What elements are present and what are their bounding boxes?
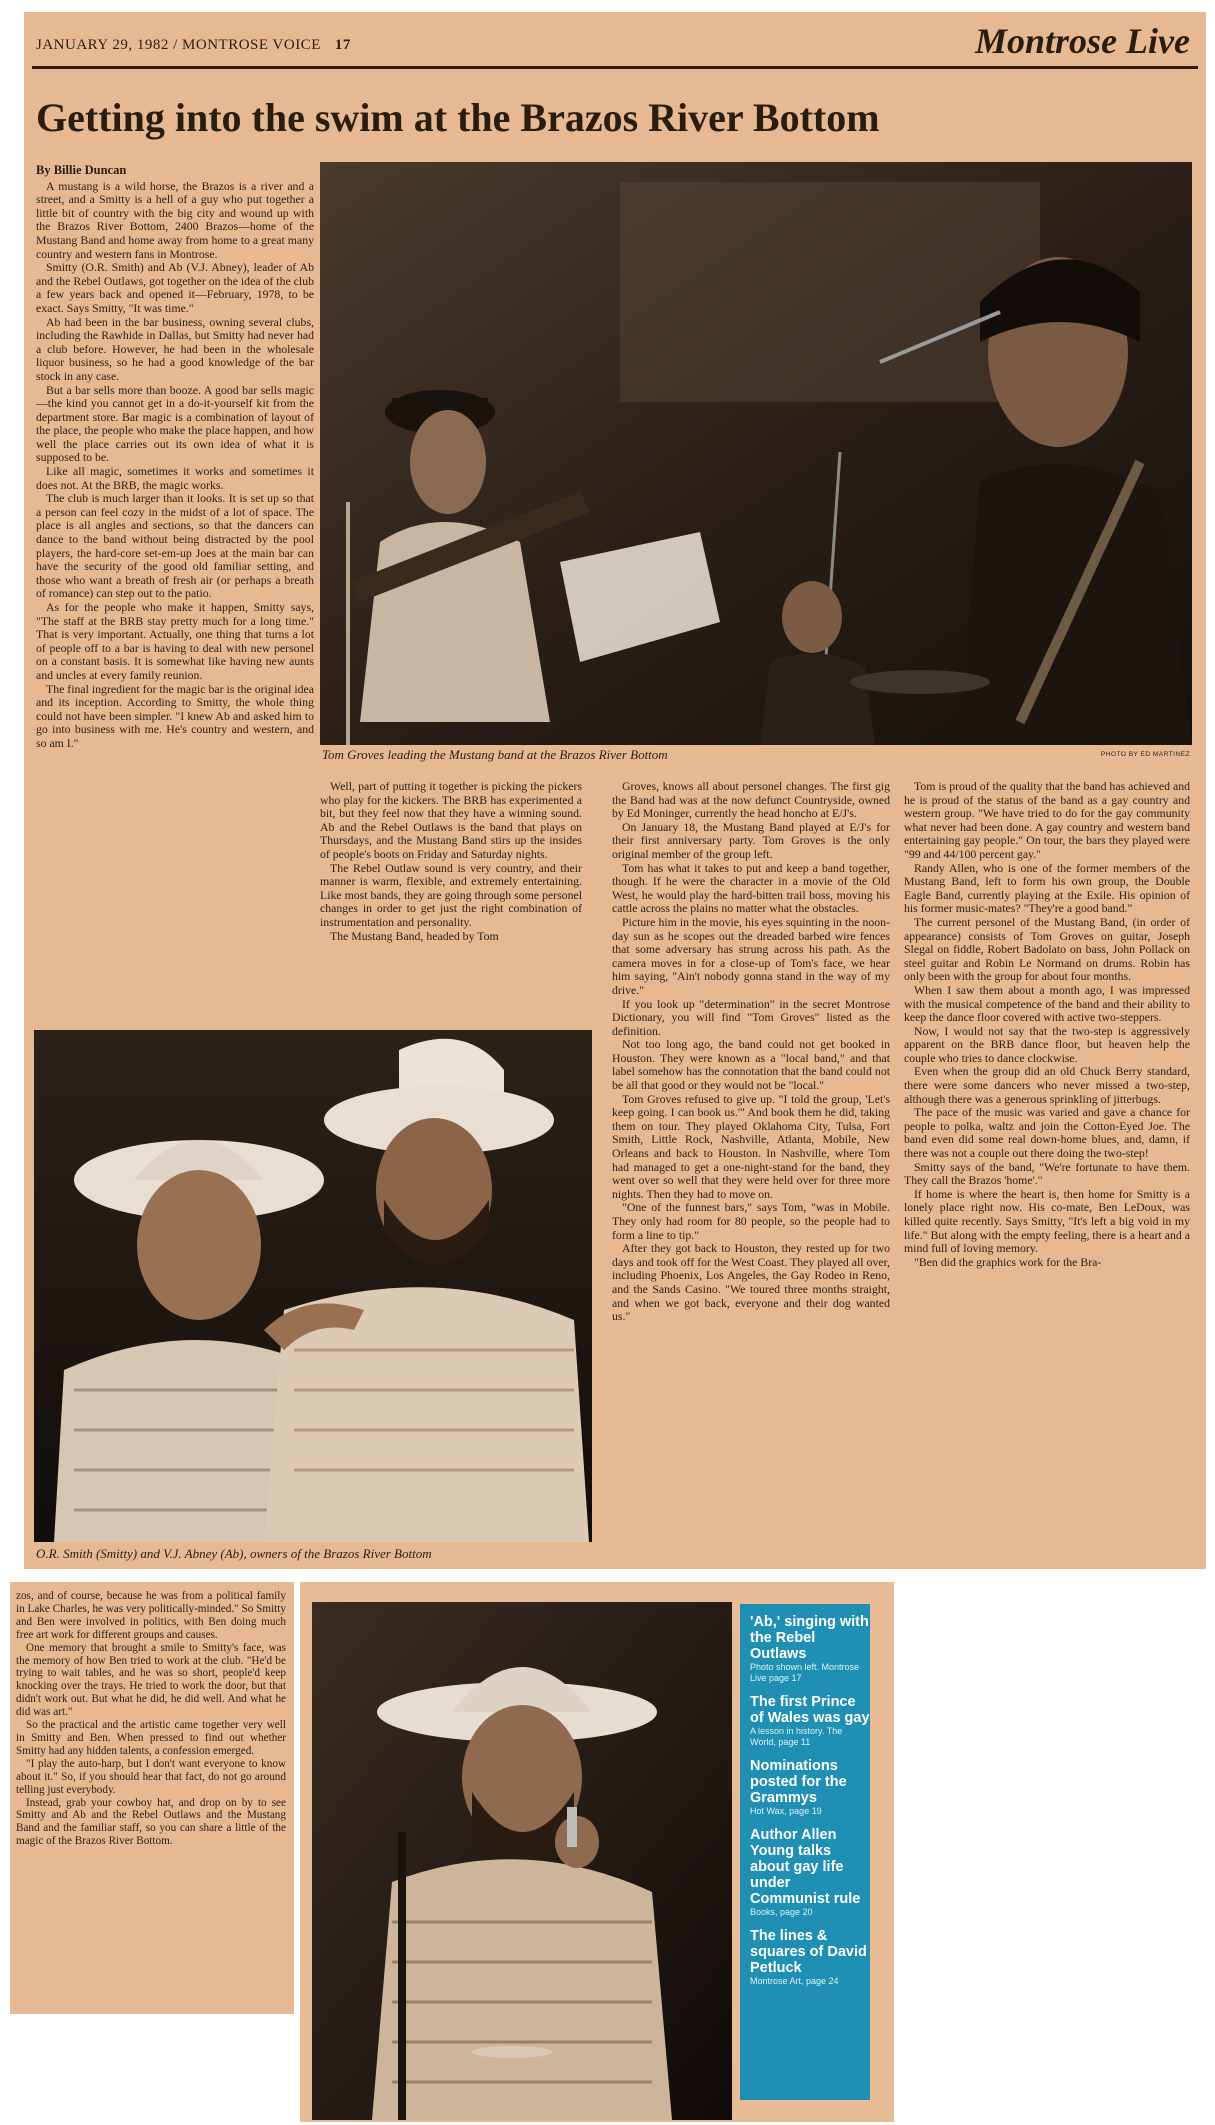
- article-clipping: [24, 12, 1206, 1569]
- dateline: JANUARY 29, 1982 / MONTROSE VOICE: [36, 37, 321, 53]
- paragraph: The final ingredient for the magic bar is the original idea and its inception. According to Smitty, the whole thing could not have been simpler. "I knew Ab and asked him to go into business with me. He's country and western, and so am I.": [36, 681, 314, 750]
- paragraph: Not too long ago, the band could not get booked in Houston. They were known as a "local band," and that label somehow has the connotation that the band could not be all that good or they would not be "local.": [612, 1037, 890, 1093]
- paragraph: Groves, knows all about personel changes. The first gig the Band had was at the now defunct Countryside, owned by Ed Moninger, currently the head honcho at E/J's.: [612, 780, 890, 821]
- paragraph: Instead, grab your cowboy hat, and drop on by to see Smitty and Ab and the Rebel Outlaws and the Mustang Band and the familiar staff, so you can share a little of the magic of the Brazos River Bottom.: [16, 1796, 286, 1848]
- paragraph: One memory that brought a smile to Smitty's face, was the memory of how Ben tried to work at the club. "He'd be trying to wait tables, and he was so short, people'd keep knocking over the trays. He tried to work the door, but that didn't work out. But what he did, he did well. And what he did was art.": [16, 1641, 286, 1719]
- paragraph: Ab had been in the bar business, owning several clubs, including the Rawhide in Dallas, but Smitty had never had a club before. However, he had been in the wholesale liquor business, so he had a good knowledge of the bar stock in any case.: [36, 314, 314, 383]
- teaser-title: Author Allen Young talks about gay life under Communist rule: [750, 1827, 861, 1907]
- teaser-reference: Books, page 20: [750, 1907, 813, 1917]
- paragraph: "Ben did the graphics work for the Bra-: [914, 1254, 1102, 1269]
- paragraph: The club is much larger than it looks. It is set up so that a person can feel cozy in the midst of a lot of space. The place is all angles and sections, so that the dancers can dance to the band without being distracted by the pool players, the hard-core set-em-up Joes at the main bar can have the security of the good old familiar setting, and those who want a breath of fresh air (or perhaps a breath of romance) can step out to the patio.: [36, 491, 314, 601]
- cover-clipping: [300, 1582, 894, 2122]
- paragraph: On January 18, the Mustang Band played at E/J's for their first anniversary party. Tom Groves is the only original member of the group left.: [612, 819, 890, 861]
- page-number: 17: [334, 37, 351, 53]
- paragraph: "I play the auto-harp, but I don't want everyone to know about it." So, if you should hear that fact, do not go around telling just everybody.: [16, 1757, 286, 1796]
- paragraph: Smitty says of the band, "We're fortunate to have them. They call the Brazos 'home'.": [904, 1159, 1190, 1188]
- paragraph: zos, and of course, because he was from a political family in Lake Charles, he was very politically-minded." So Smitty and Ben were involved in politics, with Ben doing much free art work for different groups and causes.: [16, 1590, 286, 1641]
- teaser-title: Nominations posted for the Grammys: [750, 1758, 847, 1806]
- section-title: Montrose Live: [975, 21, 1190, 61]
- teaser-title: 'Ab,' singing with the Rebel Outlaws: [750, 1614, 869, 1662]
- headline: Getting into the swim at the Brazos River Bottom: [36, 95, 880, 140]
- article-column-2: [320, 780, 582, 990]
- owners-photo-caption: O.R. Smith (Smitty) and V.J. Abney (Ab), owners of the Brazos River Bottom: [36, 1546, 432, 1561]
- owners-photo-figure: [34, 1030, 592, 1565]
- owners-photo-image: [34, 1030, 592, 1542]
- masthead-folio: [36, 37, 351, 54]
- paragraph: The Mustang Band, headed by Tom: [330, 928, 499, 943]
- band-photo-caption: Tom Groves leading the Mustang band at the Brazos River Bottom: [322, 747, 668, 762]
- ab-singing-photo: [312, 1602, 732, 2120]
- teaser-reference: A lesson in history. The World, page 11: [750, 1726, 843, 1747]
- teaser-item[interactable]: [750, 1694, 870, 1748]
- paragraph: As for the people who make it happen, Smitty says, "The staff at the BRB stay pretty much for a long time." That is very important. Actually, one thing that turns a lot of people off to a bar is having to deal with new personel on a constant basis. It is somewhat like having new aunts and uncles at every family reunion.: [36, 600, 314, 682]
- paragraph: The current personel of the Mustang Band, (in order of appearance) consists of Tom Groves on guitar, Joseph Slegal on fiddle, Robert Badolato on bass, John Pollack on steel guitar and Robin Le Normand on drums. Robin has only been with the group for about four months.: [904, 914, 1190, 984]
- owners-photo: [34, 1030, 592, 1542]
- paragraph: So the practical and the artistic came together very well in Smitty and Ben. When pressed to find out whether Smitty had any hidden talents, a confession emerged.: [16, 1719, 286, 1757]
- teaser-reference: Photo shown left. Montrose Live page 17: [750, 1662, 860, 1683]
- teaser-title: The lines & squares of David Petluck: [750, 1928, 867, 1976]
- teaser-reference: Montrose Art, page 24: [750, 1976, 839, 1986]
- article-column-3: [612, 780, 890, 1562]
- paragraph: Picture him in the movie, his eyes squinting in the noon-day sun as he scopes out the dreaded barbed wire fences that some adversary has strung across his path. As the camera moves in for a close-up of Tom's face, we hear him saying, "Ain't nobody gonna stand in the way of my drive.": [612, 914, 890, 997]
- byline: By Billie Duncan: [36, 164, 127, 177]
- band-photo-image: [320, 162, 1192, 745]
- paragraph: Smitty (O.R. Smith) and Ab (V.J. Abney), leader of Ab and the Rebel Outlaws, got together on the idea of the club a few years back and opened it—February, 1978, to be exact. Says Smitty, "It was time.": [36, 260, 314, 315]
- teaser-item[interactable]: [750, 1827, 870, 1918]
- photo-credit: PHOTO BY ED MARTINEZ: [1100, 751, 1190, 758]
- paragraph: Randy Allen, who is one of the former members of the Mustang Band, left to form his own group, the Double Eagle Band, currently playing at the Exile. His opinion of his former music-mates? "They're a good band.": [904, 860, 1190, 916]
- band-photo: [320, 162, 1192, 745]
- band-photo-figure: [320, 162, 1192, 762]
- paragraph: When I saw them about a month ago, I was impressed with the musical competence of the band and their ability to keep the dance floor covered with active two-steppers.: [904, 982, 1190, 1025]
- paragraph: "One of the funnest bars," says Tom, "was in Mobile. They only had room for 80 people, so the people had to form a line to tip.": [612, 1200, 890, 1242]
- masthead-rule: [32, 66, 1198, 69]
- article-column-4: [904, 780, 1190, 1562]
- paragraph: If home is where the heart is, then home for Smitty is a lonely place right now. His co-mate, Ben LeDoux, was killed quite recently. Says Smitty, "It's left a big void in my life." But along with the empty feeling, there is a heart and a mind full of loving memory.: [904, 1186, 1190, 1256]
- teaser-item[interactable]: [750, 1928, 870, 1987]
- paragraph: But a bar sells more than booze. A good bar sells magic—the kind you cannot get in a do-it-yourself kit from the department store. Bar magic is a combination of layout of the place, the people who make the place happen, and how well the place carries out its own idea of what it is supposed to be.: [36, 382, 314, 465]
- paragraph: The Rebel Outlaw sound is very country, and their manner is warm, flexible, and extremely entertaining. Like most bands, they are going through some personel changes in order to get just the right combination of instrumentation and personality.: [320, 860, 582, 929]
- article-column-1: [36, 164, 314, 820]
- paragraph: If you look up "determination" in the secret Montrose Dictionary, you will find "Tom Groves" listed as the definition.: [612, 996, 890, 1038]
- paragraph: Well, part of putting it together is picking the pickers who play for the kickers. The BRB has experimented a bit, but they feel now that they have a winning sound. Ab and the Rebel Outlaws is the band that plays on Thursdays, and the Mustang Band stirs up the insides of people's boots on Friday and Saturday nights.: [320, 780, 582, 861]
- paragraph: Tom Groves refused to give up. "I told the group, 'Let's keep going. I can book us.'" And book them he did, taking them on tour. They played Oklahoma City, Tulsa, Fort Smith, Little Rock, Nashville, Atlanta, Mobile, New Orleans and back to Houston. In Nashville, where Tom had managed to get a one-night-stand for the band, they went over so well that they were held over for three more nights. Then they had to move on.: [612, 1091, 890, 1201]
- paragraph: Now, I would not say that the two-step is aggressively apparent on the BRB dance floor, but heaven help the couple who tries to dance clockwise.: [904, 1023, 1190, 1065]
- teaser-item[interactable]: [750, 1614, 870, 1684]
- teaser-title: The first Prince of Wales was gay: [750, 1694, 870, 1726]
- article-continuation: [16, 1590, 286, 2008]
- paragraph: After they got back to Houston, they rested up for two days and took off for the West Coast. They played all over, including Phoenix, Los Angeles, the Gay Rodeo in Reno, and the Sands Casino. "We toured three months straight, and when we got back, everyone and their dog wanted us.": [612, 1241, 890, 1324]
- paragraph: A mustang is a wild horse, the Brazos is a river and a street, and a Smitty is a hell of a guy who put together a little bit of country with the big city and wound up with the Brazos River Bottom, 2400 Brazos—home of the Mustang Band and home away from home to a great many country and western fans in Montrose.: [36, 178, 314, 261]
- paragraph: Like all magic, sometimes it works and sometimes it does not. At the BRB, the magic works.: [36, 464, 314, 492]
- teaser-reference: Hot Wax, page 19: [750, 1806, 822, 1816]
- ab-singing-photo-image: [312, 1602, 732, 2120]
- teaser-sidebar: [740, 1604, 870, 2100]
- continuation-clipping: [10, 1582, 294, 2014]
- paragraph: Even when the group did an old Chuck Berry standard, there were some dancers who never missed a two-step, although there was a generous sprinkling of jitterbugs.: [904, 1064, 1190, 1106]
- paragraph: Tom is proud of the quality that the band has achieved and he is proud of the status of the band as a gay country and western group. "We have tried to do for the gay community what never had been done. A gay country and western band entertaining gay people." On tour, the bars they played were "99 and 44/100 percent gay.": [904, 780, 1190, 861]
- teaser-item[interactable]: [750, 1758, 870, 1817]
- paragraph: Tom has what it takes to put and keep a band together, though. If he were the character in a movie of the Old West, he would play the hard-bitten trail boss, moving his cattle across the plains no matter what the obstacles.: [612, 860, 890, 916]
- paragraph: The pace of the music was varied and gave a chance for people to polka, waltz and join the Cotton-Eyed Joe. The band even did some real down-home blues, and, damn, if there was not a couple out there doing the two-step!: [904, 1105, 1190, 1161]
